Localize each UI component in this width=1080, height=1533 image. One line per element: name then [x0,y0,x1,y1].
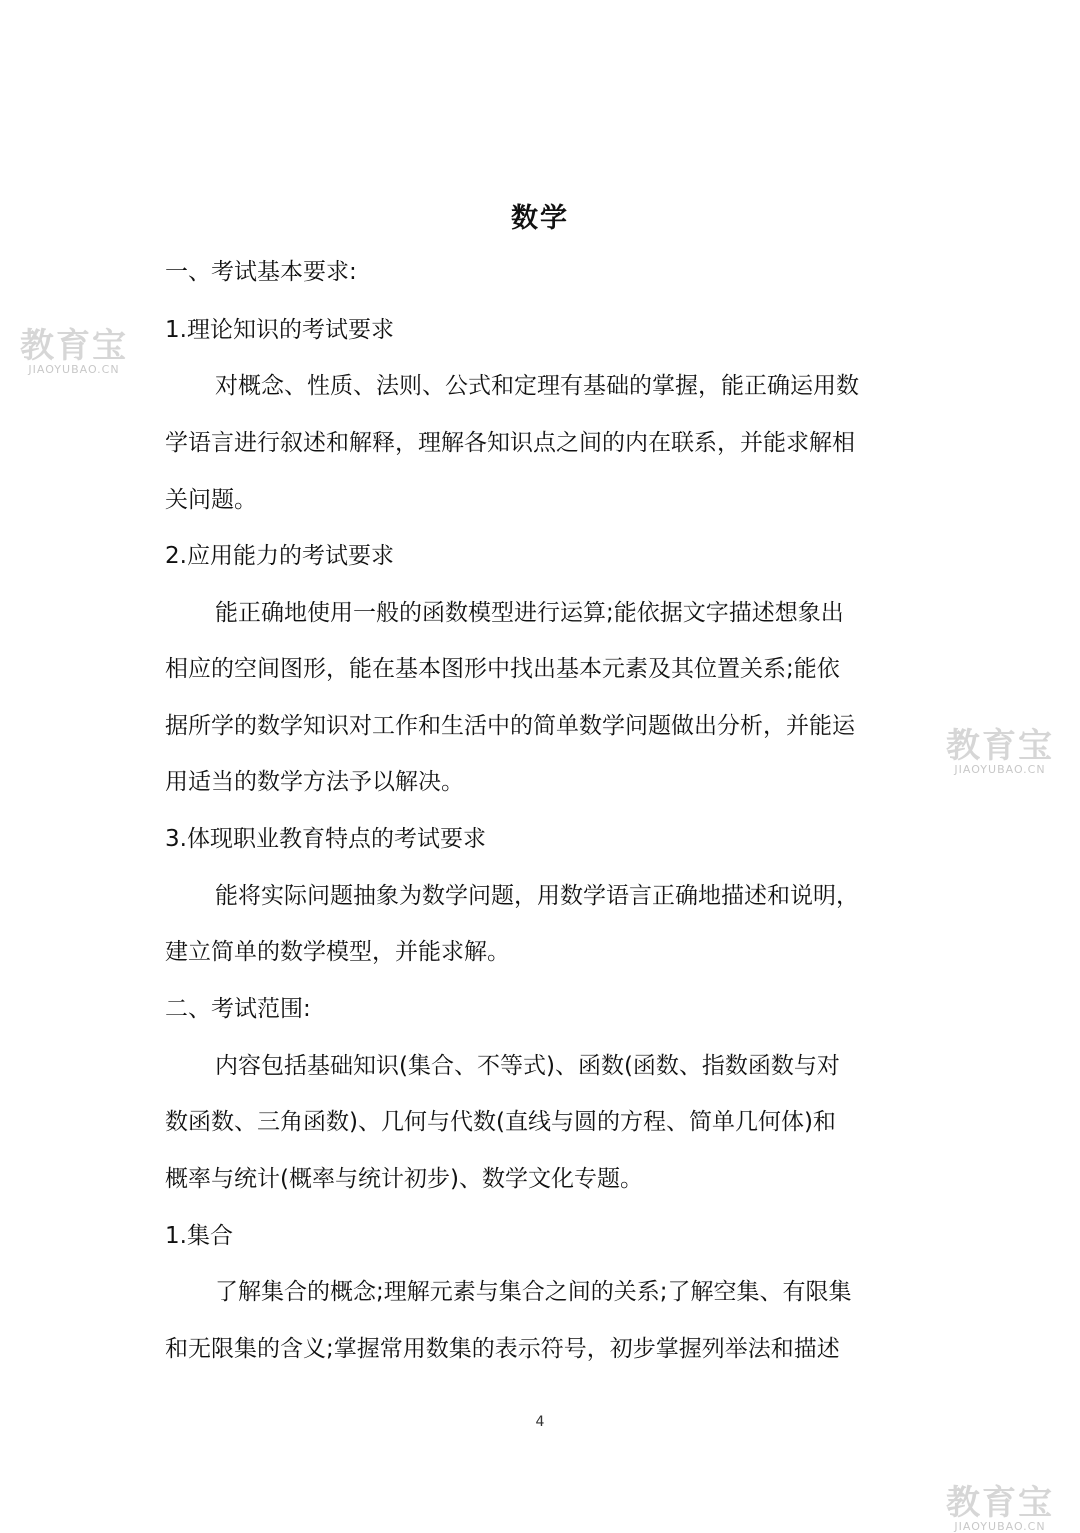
page-number: 4 [535,1414,545,1430]
paragraph-line: 用适当的数学方法予以解决。 [165,769,464,795]
subsection-heading: 3.体现职业教育特点的考试要求 [165,826,486,852]
paragraph-line: 概率与统计(概率与统计初步)、数学文化专题。 [165,1166,643,1192]
paragraph-line: 学语言进行叙述和解释，理解各知识点之间的内在联系，并能求解相 [165,430,855,456]
paragraph-line: 能正确地使用一般的函数模型进行运算;能依据文字描述想象出 [215,600,844,626]
paragraph-line: 相应的空间图形，能在基本图形中找出基本元素及其位置关系;能依 [165,656,840,682]
watermark-logo [940,728,1060,776]
watermark-url: JIAOYUBAO.CN [28,363,120,376]
paragraph-line: 了解集合的概念;理解元素与集合之间的关系;了解空集、有限集 [215,1279,852,1305]
watermark-text: 教育宝 [946,726,1054,766]
paragraph-line: 数函数、三角函数)、几何与代数(直线与圆的方程、简单几何体)和 [165,1109,836,1135]
watermark-logo [14,328,134,376]
watermark-text: 教育宝 [946,1483,1054,1523]
paragraph-line: 关问题。 [165,487,257,513]
paragraph-line: 对概念、性质、法则、公式和定理有基础的掌握，能正确运用数 [215,373,859,399]
subsection-heading: 1.集合 [165,1223,233,1249]
subsection-heading: 1.理论知识的考试要求 [165,317,394,343]
watermark-logo [940,1485,1060,1533]
paragraph-line: 能将实际问题抽象为数学问题，用数学语言正确地描述和说明， [215,883,859,909]
paragraph-line: 建立简单的数学模型，并能求解。 [165,939,510,965]
watermark-url: JIAOYUBAO.CN [954,1520,1046,1533]
section-heading-1: 一、考试基本要求: [165,259,357,285]
section-heading-2: 二、考试范围: [165,996,311,1022]
watermark-text: 教育宝 [20,326,128,366]
page-title: 数学 [511,203,569,234]
paragraph-line: 和无限集的含义;掌握常用数集的表示符号，初步掌握列举法和描述 [165,1336,840,1362]
paragraph-line: 据所学的数学知识对工作和生活中的简单数学问题做出分析，并能运 [165,713,855,739]
subsection-heading: 2.应用能力的考试要求 [165,543,394,569]
paragraph-line: 内容包括基础知识(集合、不等式)、函数(函数、指数函数与对 [215,1053,840,1079]
watermark-url: JIAOYUBAO.CN [954,763,1046,776]
